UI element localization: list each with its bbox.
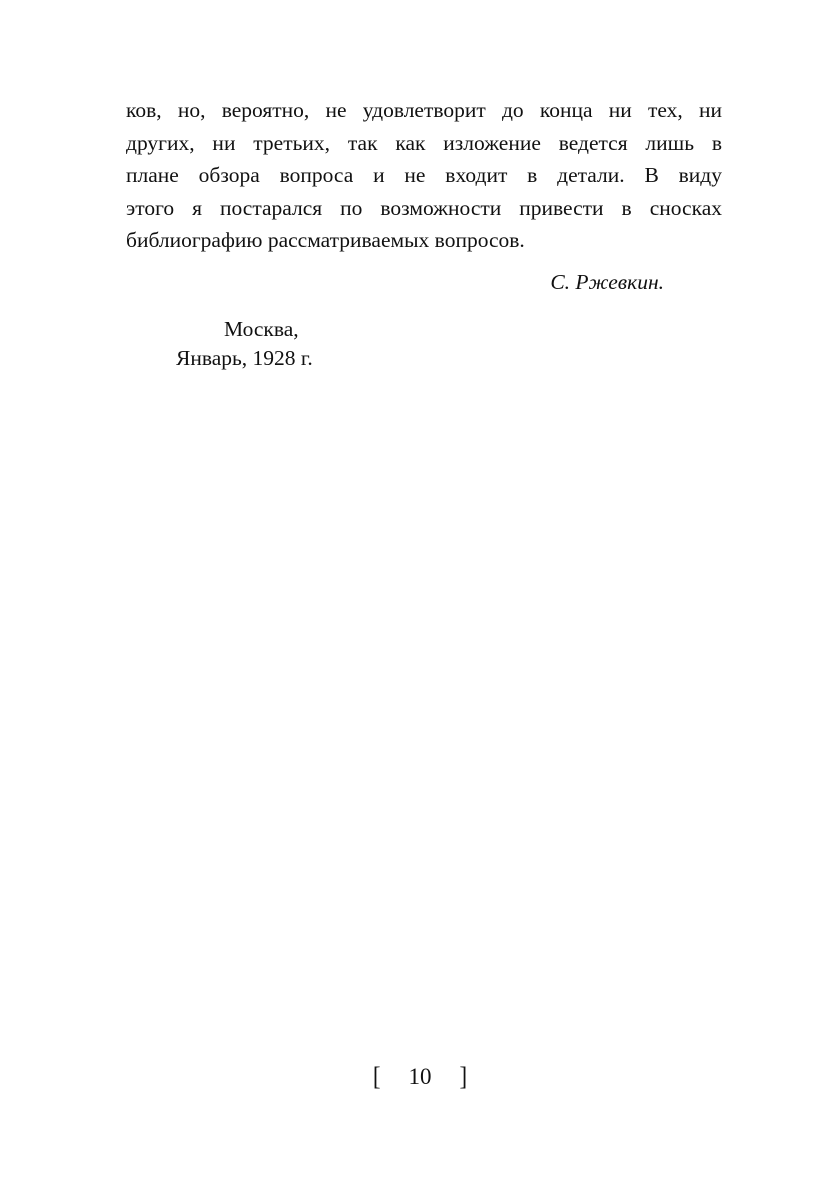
page-number <box>0 1064 840 1090</box>
body-text <box>126 94 722 257</box>
text-line: библиографию рассматриваемых вопросов. <box>126 228 525 252</box>
place-date-block <box>176 315 313 373</box>
page-number-close-bracket: ] <box>459 1062 468 1091</box>
page-number-open-bracket: [ <box>372 1062 381 1091</box>
place: Москва, <box>224 317 299 341</box>
author-signature: С. Ржевкин. <box>550 270 664 294</box>
text-line: этого я постарался по возможности привести в сносках <box>126 195 722 220</box>
text-line: плане обзора вопроса и не входит в детали. В виду <box>126 163 722 187</box>
date: Январь, 1928 г. <box>176 346 313 370</box>
text-line: других, ни третьих, так как изложение ведется лишь в <box>126 130 722 155</box>
text-line: ков, но, вероятно, не удовлетворит до конца ни тех, ни <box>126 98 722 122</box>
page-number-value: 10 <box>408 1064 432 1089</box>
